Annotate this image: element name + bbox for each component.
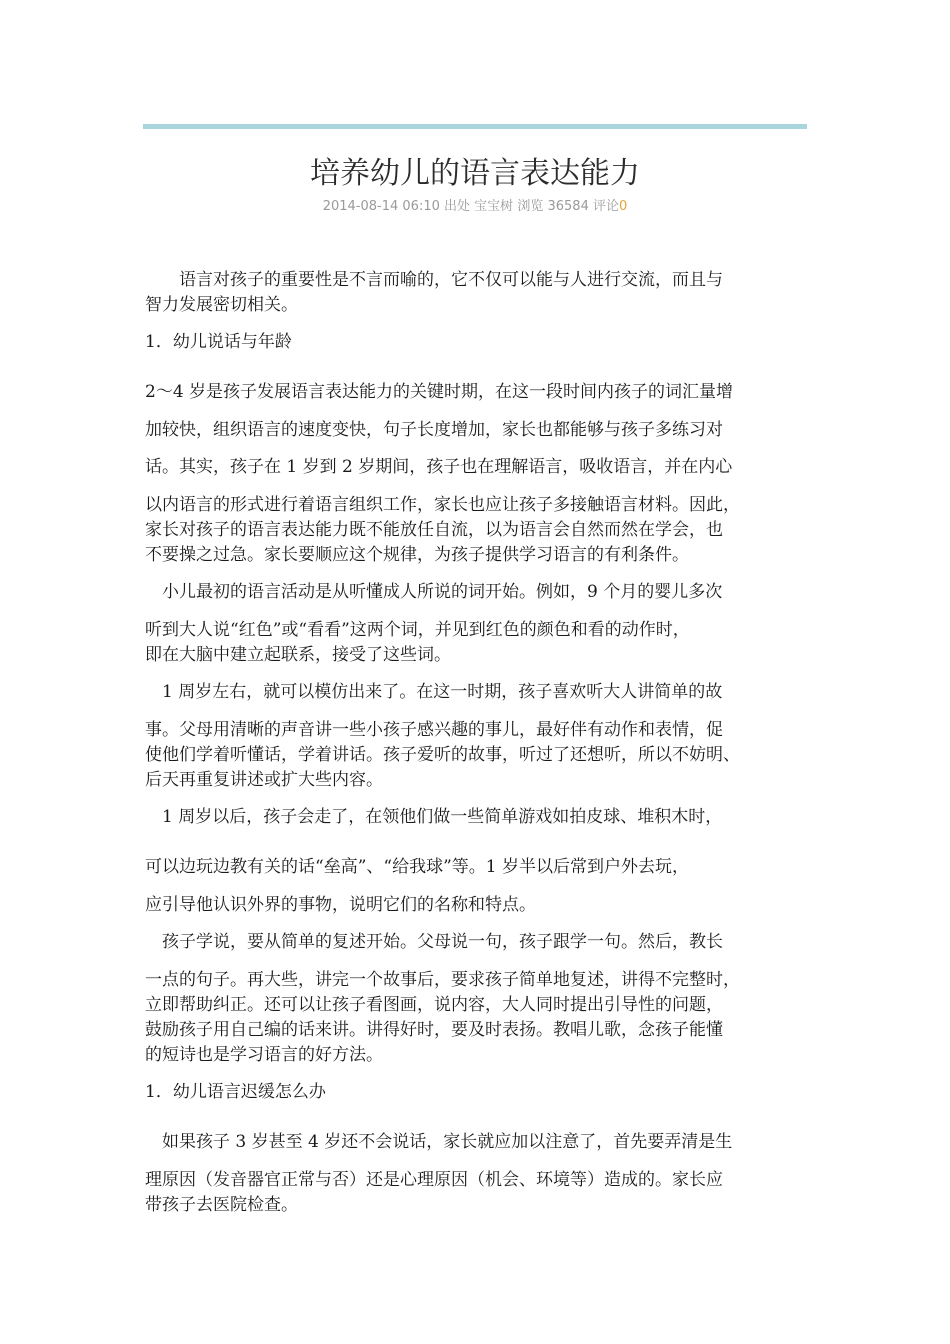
body-line: 孩子学说，要从简单的复述开始。父母说一句，孩子跟学一句。然后，教长 [145, 932, 723, 952]
views-count: 36584 [547, 199, 589, 214]
body-line: 的短诗也是学习语言的好方法。 [145, 1045, 383, 1065]
body-line: 智力发展密切相关。 [145, 295, 298, 315]
body-line: 不要操之过急。家长要顺应这个规律，为孩子提供学习语言的有利条件。 [145, 545, 689, 565]
body-line: 语言对孩子的重要性是不言而喻的，它不仅可以能与人进行交流，而且与 [145, 270, 723, 290]
views-label: 浏览 [517, 199, 544, 214]
source-label: 出处 [444, 199, 471, 214]
article-meta [143, 195, 807, 214]
body-line: 1 周岁以后，孩子会走了，在领他们做一些简单游戏如拍皮球、堆积木时， [145, 807, 723, 827]
body-line: 后天再重复讲述或扩大些内容。 [145, 770, 383, 790]
body-line: 以内语言的形式进行着语言组织工作，家长也应让孩子多接触语言材料。因此， [145, 495, 740, 515]
article-title: 培养幼儿的语言表达能力 [310, 156, 640, 191]
body-line: 加较快，组织语言的速度变快，句子长度增加，家长也都能够与孩子多练习对 [145, 420, 723, 440]
body-line: 2～4 岁是孩子发展语言表达能力的关键时期，在这一段时间内孩子的词汇量增 [145, 382, 734, 402]
body-line: 应引导他认识外界的事物，说明它们的名称和特点。 [145, 895, 536, 915]
section-heading: 1．幼儿说话与年龄 [145, 332, 292, 352]
body-line: 使他们学着听懂话，学着讲话。孩子爱听的故事，听过了还想听，所以不妨明、 [145, 745, 740, 765]
body-line: 小儿最初的语言活动是从听懂成人所说的词开始。例如，9 个月的婴儿多次 [145, 582, 723, 602]
body-line: 话。其实，孩子在 1 岁到 2 岁期间，孩子也在理解语言，吸收语言，并在内心 [145, 457, 733, 477]
source-link[interactable]: 宝宝树 [474, 199, 514, 214]
body-line: 立即帮助纠正。还可以让孩子看图画，说内容，大人同时提出引导性的问题， [145, 995, 723, 1015]
section-heading: 1．幼儿语言迟缓怎么办 [145, 1082, 326, 1102]
body-line: 如果孩子 3 岁甚至 4 岁还不会说话，家长就应加以注意了，首先要弄清是生 [145, 1132, 733, 1152]
body-line: 一点的句子。再大些，讲完一个故事后，要求孩子简单地复述，讲得不完整时， [145, 970, 740, 990]
publish-date: 2014-08-14 06:10 [322, 199, 440, 214]
body-line: 事。父母用清晰的声音讲一些小孩子感兴趣的事儿，最好伴有动作和表情，促 [145, 720, 723, 740]
body-line: 听到大人说“红色”或“看看”这两个词，并见到红色的颜色和看的动作时， [145, 620, 690, 640]
body-line: 带孩子去医院检查。 [145, 1195, 298, 1215]
body-line: 即在大脑中建立起联系，接受了这些词。 [145, 645, 451, 665]
comments-label: 评论 [592, 199, 619, 214]
body-line: 可以边玩边教有关的话“垒高”、“给我球”等。1 岁半以后常到户外去玩， [145, 857, 689, 877]
comments-count[interactable]: 0 [619, 199, 628, 214]
body-line: 鼓励孩子用自己编的话来讲。讲得好时，要及时表扬。教唱儿歌，念孩子能懂 [145, 1020, 723, 1040]
title-accent-bar [143, 124, 807, 129]
body-line: 家长对孩子的语言表达能力既不能放任自流，以为语言会自然而然在学会，也 [145, 520, 723, 540]
body-line: 1 周岁左右，就可以模仿出来了。在这一时期，孩子喜欢听大人讲简单的故 [145, 682, 723, 702]
body-line: 理原因（发音器官正常与否）还是心理原因（机会、环境等）造成的。家长应 [145, 1170, 723, 1190]
